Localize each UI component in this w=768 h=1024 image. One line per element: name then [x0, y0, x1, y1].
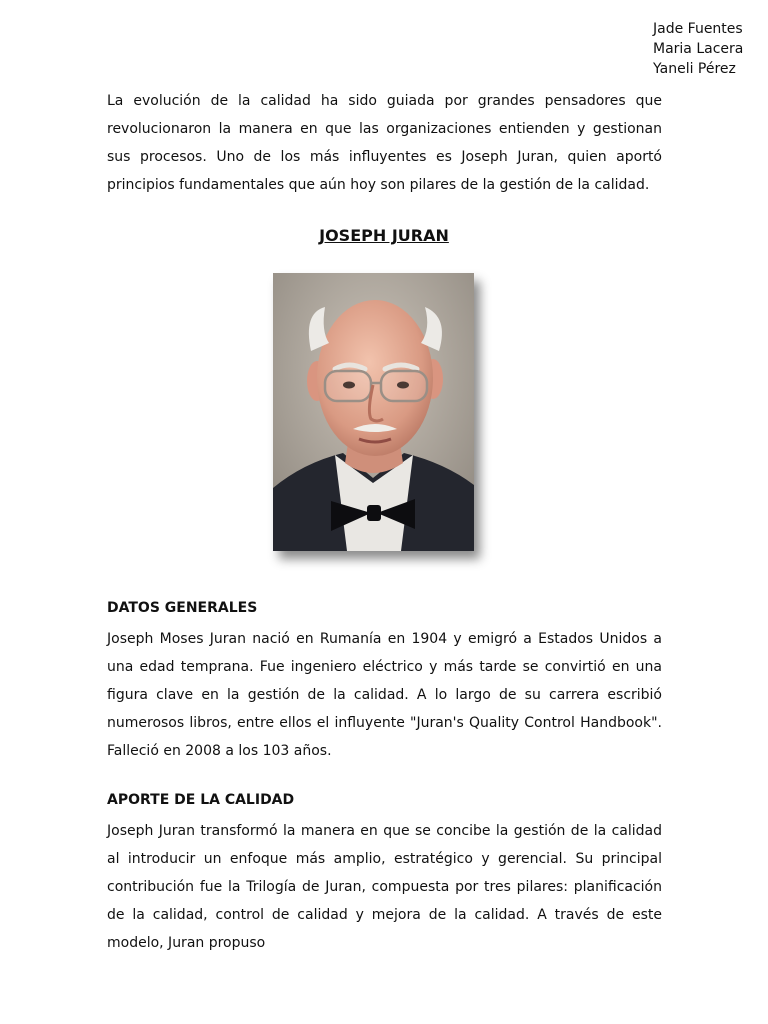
section-heading: APORTE DE LA CALIDAD	[107, 792, 295, 808]
author-name: Yaneli Pérez	[653, 61, 736, 77]
section-paragraph: Joseph Juran transformó la manera en que se concibe la gestión de la calidad al introducir un enfoque más amplio, estratégico y gerencial. Su principal contribución fue la Trilogía de Juran, compuesta por tres pilares: planificación de la calidad, control de calidad y mejora de la calidad. A través de este modelo, Juran propuso	[107, 823, 662, 951]
author-name: Jade Fuentes	[653, 21, 743, 37]
section-paragraph: Joseph Moses Juran nació en Rumanía en 1904 y emigró a Estados Unidos a una edad temprana. Fue ingeniero eléctrico y más tarde se convirtió en una figura clave en la gestión de la calidad. A lo largo de su carrera escribió numerosos libros, entre ellos el influyente "Juran's Quality Control Handbook". Falleció en 2008 a los 103 años.	[107, 631, 662, 759]
intro-paragraph: La evolución de la calidad ha sido guiada por grandes pensadores que revolucionaron la manera en que las organizaciones entienden y gestionan sus procesos. Uno de los más influyentes es Joseph Juran, quien aportó principios fundamentales que aún hoy son pilares de la gestión de la calidad.	[107, 93, 662, 193]
author-list	[653, 19, 743, 79]
author-name: Maria Lacera	[653, 41, 744, 57]
section-heading: DATOS GENERALES	[107, 600, 258, 616]
page-title: JOSEPH JURAN	[319, 226, 449, 245]
portrait-photo	[273, 273, 474, 551]
